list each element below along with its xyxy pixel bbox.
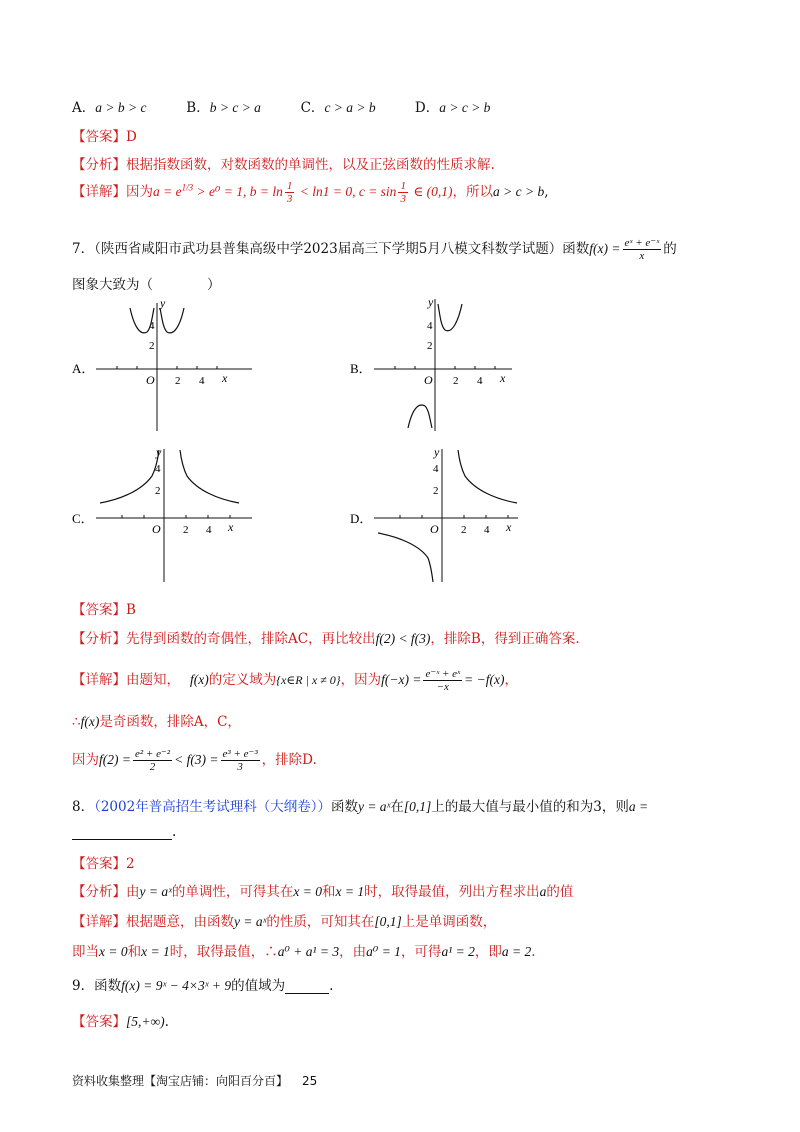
detail-math: f(x) [80, 714, 100, 729]
frac-num: e³ + e⁻³ [222, 748, 258, 760]
detail-text: ，可得 [400, 944, 442, 960]
q8-detail-line2 [72, 940, 536, 960]
graph-d-svg [350, 446, 530, 586]
detail-tag: 【详解】 [72, 672, 126, 688]
x-label: x [222, 371, 228, 385]
detail-math: x = 0 [99, 944, 128, 959]
analysis-text: 的值 [546, 884, 574, 900]
detail-text: ， [504, 672, 518, 688]
y-label: y [434, 446, 440, 459]
q6-option-d-label: D． [414, 100, 440, 116]
question-func: f(x) = [589, 241, 621, 256]
analysis-tag: 【分析】 [72, 157, 126, 173]
analysis-math: x = 1 [335, 884, 365, 899]
detail-result: a > c > b [493, 184, 545, 199]
tick-2: 2 [175, 375, 181, 387]
question-text: 的值域为 [231, 978, 286, 994]
question-text: 函数 [330, 799, 358, 815]
fraction [623, 237, 662, 262]
analysis-math: y = aˣ [139, 884, 172, 899]
x-label: x [500, 371, 506, 385]
q9-answer [72, 1010, 169, 1030]
frac-num: eˣ + e⁻ˣ [624, 237, 660, 249]
q7-detail [72, 668, 518, 693]
detail-math: a⁰ = 1 [366, 944, 401, 959]
detail-text: ，因为 [340, 672, 382, 688]
origin-label: O [424, 373, 433, 387]
detail-math: f(x) [190, 672, 209, 687]
page-footer [72, 1072, 317, 1089]
detail-math: x = 1 [141, 944, 170, 959]
frac-den: −x [436, 681, 449, 693]
tick-4: 4 [199, 375, 205, 387]
answer-value: [5,+∞) [126, 1014, 165, 1029]
q8-answer [72, 852, 135, 872]
q6-option-b-label: B． [186, 100, 210, 116]
answer-tag: 【答案】 [72, 602, 126, 618]
detail-math: > e⁰ = 1, b = ln [193, 184, 283, 199]
q6-option-d: a > c > b [439, 100, 491, 115]
question-math: f(x) = 9ˣ − 4×3ˣ + 9 [121, 978, 232, 993]
question-math: a = [628, 799, 649, 814]
curve [378, 533, 433, 582]
detail-math: f(−x) = [381, 672, 422, 687]
q7-detail-line3 [72, 748, 317, 773]
tick-2: 2 [155, 485, 161, 497]
q8-detail [72, 910, 496, 930]
graph-label: A． [72, 361, 95, 376]
tick-2: 2 [433, 485, 439, 497]
tick-4: 4 [433, 463, 439, 475]
answer-value: 2 [126, 856, 135, 872]
graph-c [72, 446, 252, 590]
footer-text: 资料收集整理【淘宝店铺：向阳百分百】 [72, 1074, 289, 1088]
detail-text: 的性质，可知其在 [266, 914, 375, 930]
detail-exponent: 1/3 [181, 182, 194, 193]
graph-a-svg [72, 296, 252, 436]
fraction [221, 748, 260, 773]
answer-end: . [164, 1014, 169, 1030]
detail-math: [0,1] [374, 914, 402, 929]
page-number: 25 [302, 1074, 318, 1088]
origin-label: O [146, 373, 155, 387]
graph-b-svg [350, 296, 530, 436]
analysis-tag: 【分析】 [72, 631, 126, 647]
q7-question-line2 [72, 273, 221, 293]
curve [438, 304, 462, 331]
q6-options [72, 96, 525, 116]
question-source: （2002年普高招生考试理科（大纲卷）） [94, 799, 331, 815]
detail-text: 的定义域为 [208, 672, 277, 688]
curve [408, 405, 432, 428]
q6-answer [72, 125, 137, 145]
q6-option-c: c > a > b [324, 100, 376, 115]
tick-4: 4 [155, 463, 161, 475]
detail-tag: 【详解】 [72, 914, 126, 930]
analysis-math: a [539, 884, 547, 899]
frac-den: x [639, 250, 645, 262]
tick-4: 4 [206, 524, 212, 536]
tick-4: 4 [427, 320, 433, 332]
x-label: x [228, 520, 234, 534]
frac-den: 2 [149, 761, 156, 773]
tick-4: 4 [149, 320, 155, 332]
answer-blank[interactable] [285, 977, 329, 994]
question-text: 在 [390, 799, 404, 815]
origin-label: O [152, 522, 161, 536]
q7-question [72, 237, 677, 262]
answer-tag: 【答案】 [72, 1014, 126, 1030]
answer-tag: 【答案】 [72, 129, 126, 145]
detail-math: y = aˣ [234, 914, 267, 929]
graph-label: D． [350, 511, 373, 526]
answer-blank[interactable] [72, 823, 172, 840]
question-text: 上的最大值与最小值的和为3，则 [431, 799, 629, 815]
detail-text: 即当 [72, 944, 99, 960]
x-label: x [506, 520, 512, 534]
fraction [398, 180, 408, 205]
curve [100, 450, 159, 503]
curve [458, 450, 517, 503]
detail-math: a⁰ + a¹ = 3 [277, 944, 340, 959]
tick-2: 2 [149, 340, 155, 352]
detail-text: 根据题意，由函数 [126, 914, 234, 930]
analysis-tag: 【分析】 [72, 884, 126, 900]
question-number: 8． [72, 799, 95, 815]
fraction [285, 180, 295, 205]
answer-value: B [126, 602, 136, 618]
detail-text: 上是单调函数， [401, 914, 497, 930]
q9-question [72, 974, 333, 994]
detail-math: ∈ (0,1) [409, 184, 453, 199]
detail-text: 时，取得最值，∴ [169, 944, 278, 960]
detail-math: {x∈R | x ≠ 0} [276, 673, 341, 687]
graph-d [350, 446, 530, 590]
graph-label: C． [72, 511, 94, 526]
detail-tag: 【详解】 [72, 184, 126, 200]
question-number: 7． [72, 241, 95, 257]
question-source: （陕西省咸阳市武功县普集高级中学2023届高三下学期5月八模文科数学试题）函数 [94, 241, 590, 257]
detail-math: f(2) = [99, 752, 131, 767]
q6-option-c-label: C． [300, 100, 325, 116]
q7-analysis [72, 627, 580, 647]
curve [160, 308, 184, 333]
analysis-text: 和 [322, 884, 336, 900]
question-text: . [329, 978, 334, 994]
y-label: y [428, 296, 434, 309]
graph-label: B． [350, 361, 372, 376]
fraction [133, 748, 172, 773]
detail-math: < f(3) = [174, 752, 219, 767]
q8-analysis [72, 880, 573, 900]
detail-text: 因为 [126, 184, 153, 200]
detail-text: . [531, 944, 536, 960]
frac-den: 3 [286, 193, 293, 205]
question-number: 9． [72, 978, 95, 994]
question-text: 图象大致为（ ） [72, 277, 221, 293]
answer-tag: 【答案】 [72, 856, 126, 872]
detail-math: < ln1 = 0, c = sin [296, 184, 397, 199]
answer-value: D [126, 129, 137, 145]
detail-text: 因为 [72, 752, 99, 768]
question-math: [0,1] [403, 799, 432, 814]
q7-answer [72, 598, 136, 618]
analysis-text: 根据指数函数，对数函数的单调性，以及正弦函数的性质求解. [126, 157, 495, 173]
analysis-text: ，排除B，得到正确答案. [430, 631, 580, 647]
detail-text: ∴ [72, 714, 81, 730]
frac-num: e² + e⁻² [134, 748, 171, 760]
question-text: . [172, 824, 177, 840]
frac-num: 1 [400, 180, 406, 192]
detail-text: ，所以 [452, 184, 494, 200]
analysis-text: 时，取得最值，列出方程求出 [364, 884, 540, 900]
tick-2: 2 [461, 524, 467, 536]
graph-b [350, 296, 530, 440]
q8-blank-line [72, 823, 176, 840]
q6-option-a: a > b > c [95, 100, 147, 115]
detail-text: ，由 [339, 944, 367, 960]
detail-math: a = e [153, 184, 182, 199]
analysis-math: x = 0 [293, 884, 323, 899]
graph-a [72, 296, 252, 440]
detail-text: ，排除D. [261, 752, 317, 768]
frac-den: 3 [400, 193, 406, 205]
q6-option-b: b > c > a [209, 100, 261, 115]
y-label: y [156, 446, 162, 459]
tick-2: 2 [453, 375, 459, 387]
question-text: 的 [663, 241, 677, 257]
question-math: y = aˣ [357, 799, 391, 814]
tick-4: 4 [484, 524, 490, 536]
q6-analysis [72, 153, 495, 173]
frac-num: 1 [286, 180, 293, 192]
curve [180, 450, 239, 503]
q6-option-a-label: A． [72, 100, 96, 116]
analysis-text: 的单调性，可得其在 [171, 884, 294, 900]
tick-2: 2 [183, 524, 189, 536]
y-label: y [160, 296, 166, 310]
tick-4: 4 [477, 375, 483, 387]
analysis-text: 先得到函数的奇偶性，排除AC，再比较出 [126, 631, 376, 647]
detail-text: 是奇函数，排除A，C， [99, 714, 241, 730]
q8-question [72, 795, 648, 815]
analysis-math: f(2) < f(3) [375, 631, 431, 646]
origin-label: O [430, 522, 439, 536]
tick-2: 2 [427, 340, 433, 352]
detail-math: a¹ = 2 [441, 944, 475, 959]
frac-num: e⁻ˣ + eˣ [425, 668, 461, 680]
q6-detail: 【详解】因为$a = e^{1/3} > e^0 = 1$, b = ln $\frac{1}{3}$ < ln1 = 0, c = sin $\frac{1}{3}$ ∈ (0,1)，所以a > c > b, [72, 180, 549, 205]
detail-math: a = 2 [501, 944, 532, 959]
fraction [423, 668, 462, 693]
frac-den: 3 [237, 761, 243, 773]
graph-c-svg [72, 446, 252, 586]
detail-math: = −f(x) [464, 672, 505, 687]
q7-detail-line2 [72, 710, 241, 730]
question-text: 函数 [94, 978, 122, 994]
detail-text: 和 [127, 944, 142, 960]
detail-text: 由题知， [126, 672, 180, 688]
detail-text: ，即 [474, 944, 502, 960]
analysis-text: 由 [126, 884, 140, 900]
